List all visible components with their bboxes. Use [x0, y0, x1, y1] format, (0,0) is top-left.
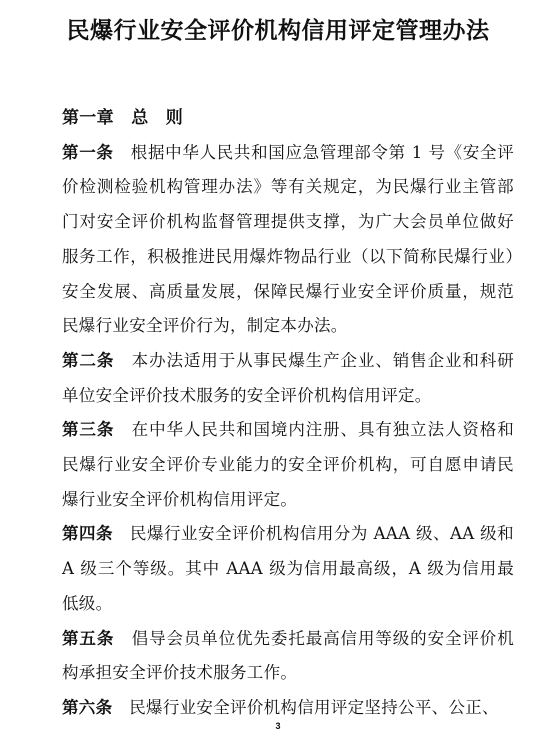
- page-number: 3: [275, 721, 281, 731]
- document-body: [62, 101, 514, 726]
- article-label: 第一条: [62, 142, 114, 162]
- article-label: 第三条: [62, 420, 115, 440]
- article-label: 第二条: [62, 350, 115, 370]
- article-text: 根据中华人民共和国应急管理部令第 1 号《安全评价检测检验机构管理办法》等有关规定，为民爆行业主管部门对安全评价机构监督管理提供支撑，为广大会员单位做好服务工作，积极推进民用爆炸物品行业（以下简称民爆行业）安全发展、高质量发展，保障民爆行业安全评价质量，规范民爆行业安全评价行为，制定本办法。: [62, 142, 515, 336]
- article-2: [62, 344, 514, 413]
- article-1: [62, 136, 514, 344]
- article-text: 本办法适用于从事民爆生产企业、销售企业和科研单位安全评价技术服务的安全评价机构信用评定。: [62, 350, 515, 405]
- chapter-heading: 第一章 总 则: [62, 108, 184, 128]
- article-text: 倡导会员单位优先委托最高信用等级的安全评价机构承担安全评价技术服务工作。: [62, 628, 515, 683]
- article-label: 第四条: [62, 524, 113, 544]
- document-title: 民爆行业安全评价机构信用评定管理办法: [66, 18, 490, 44]
- article-4: [62, 517, 514, 621]
- article-5: [62, 622, 514, 691]
- article-label: 第六条: [62, 697, 113, 717]
- article-3: [62, 413, 514, 517]
- article-text: 在中华人民共和国境内注册、具有独立法人资格和民爆行业安全评价专业能力的安全评价机构，可自愿申请民爆行业安全评价机构信用评定。: [62, 420, 515, 509]
- article-text: 民爆行业安全评价机构信用评定坚持公平、公正、: [129, 697, 499, 717]
- article-text: 民爆行业安全评价机构信用分为 AAA 级、AA 级和 A 级三个等级。其中 AAA 级为信用最高级，A 级为信用最低级。: [62, 524, 514, 613]
- article-label: 第五条: [62, 628, 115, 648]
